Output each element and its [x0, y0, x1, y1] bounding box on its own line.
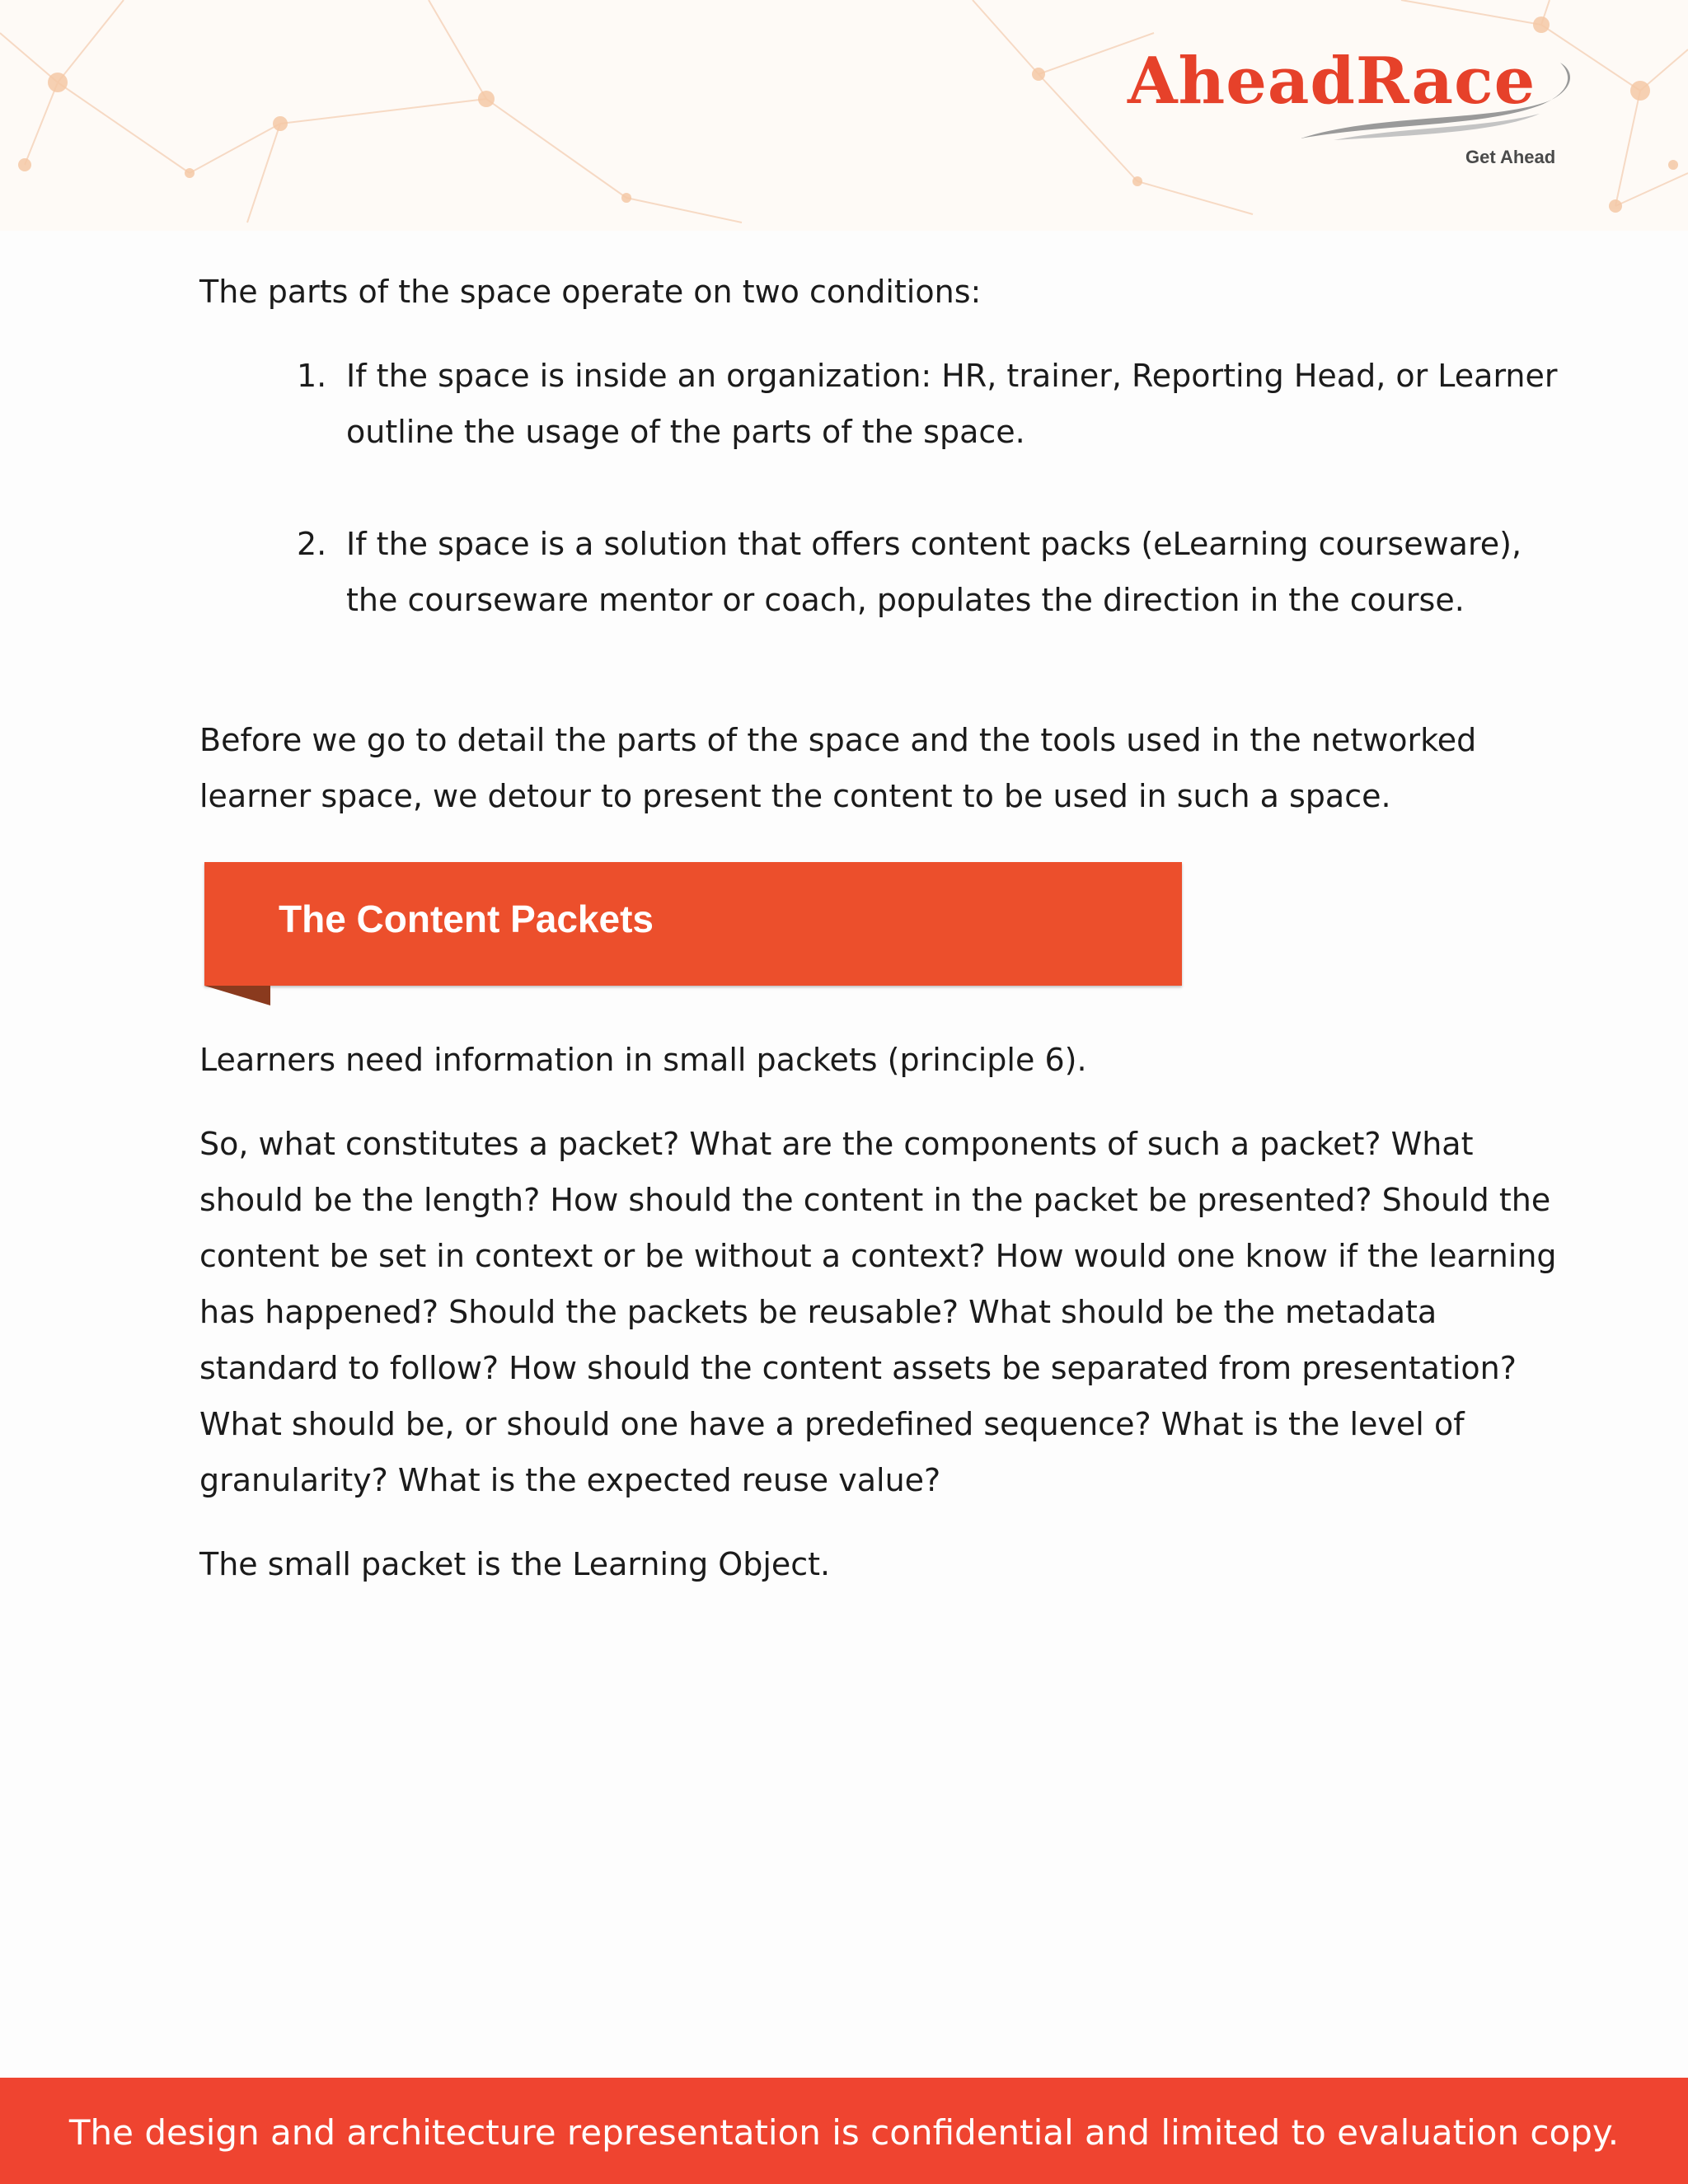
condition-2-line-1: If the space is a solution that offers content packs (eLearning courseware), [346, 526, 1522, 562]
before-paragraph-line-1: Before we go to detail the parts of the space and the tools used in the networked [199, 722, 1477, 758]
questions-line-1: So, what constitutes a packet? What are the components of such a packet? What [199, 1126, 1474, 1162]
before-paragraph-line-2: learner space, we detour to present the content to be used in such a space. [199, 778, 1391, 814]
conclusion-paragraph: The small packet is the Learning Object. [199, 1546, 831, 1582]
questions-line-3: content be set in context or be without a context? How would one know if the learning [199, 1238, 1557, 1274]
questions-line-7: granularity? What is the expected reuse value? [199, 1462, 941, 1498]
footer-notice: The design and architecture representation is confidential and limited to evaluation copy. [68, 2112, 1620, 2153]
condition-1-line-2: outline the usage of the parts of the space. [346, 414, 1025, 450]
aheadrace-logo [1128, 44, 1589, 173]
condition-1-line-1: If the space is inside an organization: HR, trainer, Reporting Head, or Learner [346, 358, 1558, 394]
learners-paragraph: Learners need information in small packets (principle 6). [199, 1042, 1087, 1078]
questions-line-4: has happened? Should the packets be reusable? What should be the metadata [199, 1294, 1437, 1330]
section-title: The Content Packets [279, 898, 654, 940]
section-banner [204, 862, 1182, 986]
banner-fold-icon [204, 986, 270, 1005]
intro-paragraph: The parts of the space operate on two conditions: [199, 274, 982, 310]
questions-line-6: What should be, or should one have a predefined sequence? What is the level of [199, 1406, 1465, 1442]
questions-line-2: should be the length? How should the content in the packet be presented? Should the [199, 1182, 1551, 1218]
condition-2-number: 2. [297, 526, 327, 562]
logo-tagline: Get Ahead [1465, 147, 1556, 167]
condition-2-line-2: the courseware mentor or coach, populates the direction in the course. [346, 582, 1465, 618]
condition-1-number: 1. [297, 358, 327, 394]
confidential-footer [0, 2078, 1688, 2184]
logo-brand-text: AheadRace [1128, 44, 1536, 119]
questions-line-5: standard to follow? How should the content assets be separated from presentation? [199, 1350, 1517, 1386]
